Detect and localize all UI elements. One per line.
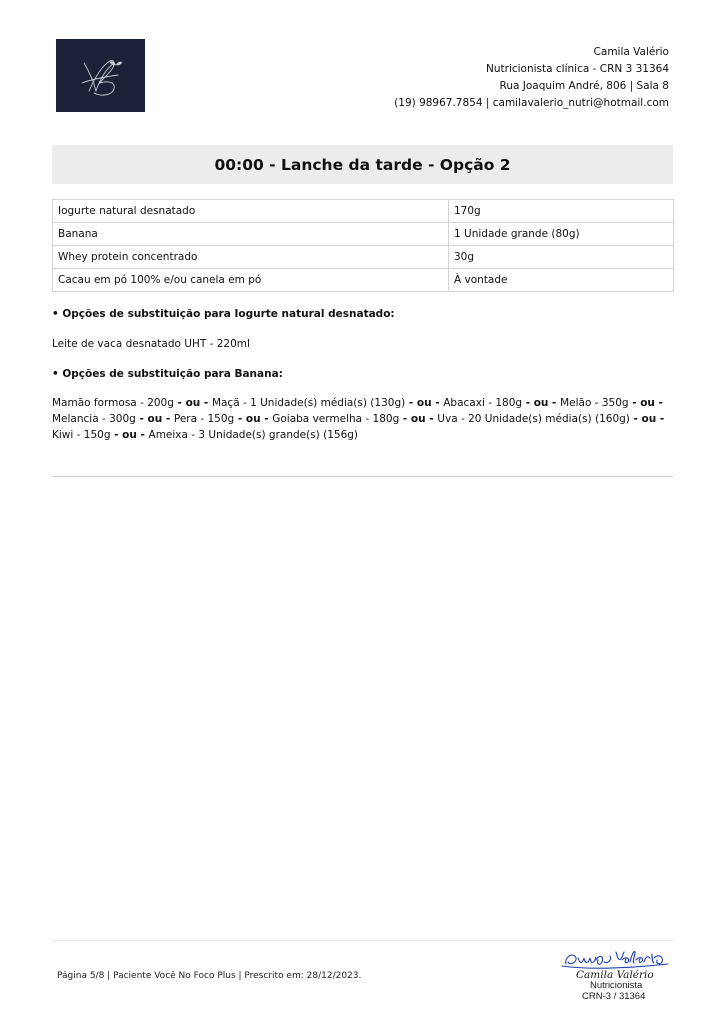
professional-role: Nutricionista clínica - CRN 3 31364 <box>486 63 669 75</box>
food-quantity: 1 Unidade grande (80g) <box>449 223 674 246</box>
substitution-option: Maçã - 1 Unidade(s) média(s) (130g) <box>211 397 406 409</box>
food-name: Cacau em pó 100% e/ou canela em pó <box>53 269 449 292</box>
footer-text: Página 5/8 | Paciente Você No Foco Plus | Prescrito em: 28/12/2023. <box>57 971 362 981</box>
substitution-option: Kiwi - 150g <box>52 429 111 441</box>
iogurte-substitution-options: Leite de vaca desnatado UHT - 220ml <box>52 338 250 350</box>
meal-title-bar <box>52 145 673 184</box>
table-row <box>53 269 674 292</box>
table-row <box>53 246 674 269</box>
option-separator: - ou - <box>522 397 561 409</box>
option-separator: - ou - <box>234 413 273 425</box>
food-name: Whey protein concentrado <box>53 246 449 269</box>
option-separator: - ou - <box>628 397 663 409</box>
signature-name: Camila Valério <box>576 969 654 981</box>
food-quantity: 30g <box>449 246 674 269</box>
signature-stamp <box>560 946 672 1004</box>
meal-title: 00:00 - Lanche da tarde - Opção 2 <box>214 155 511 174</box>
option-separator: - ou - <box>173 397 212 409</box>
iogurte-substitution-heading: • Opções de substituição para Iogurte natural desnatado: <box>52 308 395 320</box>
professional-contact: (19) 98967.7854 | camilavalerio_nutri@hotmail.com <box>394 97 669 109</box>
option-separator: - ou - <box>110 429 149 441</box>
food-name: Banana <box>53 223 449 246</box>
option-separator: - ou - <box>399 413 438 425</box>
food-name: Iogurte natural desnatado <box>53 200 449 223</box>
logo <box>56 39 145 112</box>
substitution-option: Ameixa - 3 Unidade(s) grande(s) (156g) <box>148 429 359 441</box>
footer-divider <box>52 940 673 941</box>
professional-name: Camila Valério <box>593 46 669 58</box>
professional-address: Rua Joaquim André, 806 | Sala 8 <box>499 80 669 92</box>
logo-monogram-icon <box>56 39 145 112</box>
substitution-option: Melancia - 300g <box>52 413 136 425</box>
food-quantity: À vontade <box>449 269 674 292</box>
substitution-option: Melão - 350g <box>560 397 629 409</box>
option-separator: - ou - <box>135 413 174 425</box>
substitution-option: Mamão formosa - 200g <box>52 397 174 409</box>
substitution-option: Uva - 20 Unidade(s) média(s) (160g) <box>437 413 630 425</box>
table-row <box>53 200 674 223</box>
substitution-option: Abacaxi - 180g <box>443 397 523 409</box>
signature-crn: CRN-3 / 31364 <box>582 991 646 1002</box>
option-separator: - ou - <box>629 413 665 425</box>
food-quantity: 170g <box>449 200 674 223</box>
meal-items-table <box>52 199 674 292</box>
substitution-option: Pera - 150g <box>173 413 235 425</box>
banana-substitution-heading: • Opções de substituição para Banana: <box>52 368 283 380</box>
table-row <box>53 223 674 246</box>
banana-substitution-options <box>52 395 670 443</box>
professional-info <box>394 44 669 112</box>
option-separator: - ou - <box>405 397 444 409</box>
substitution-option: Goiaba vermelha - 180g <box>272 413 400 425</box>
signature-role: Nutricionista <box>590 980 643 991</box>
section-divider <box>52 476 673 477</box>
